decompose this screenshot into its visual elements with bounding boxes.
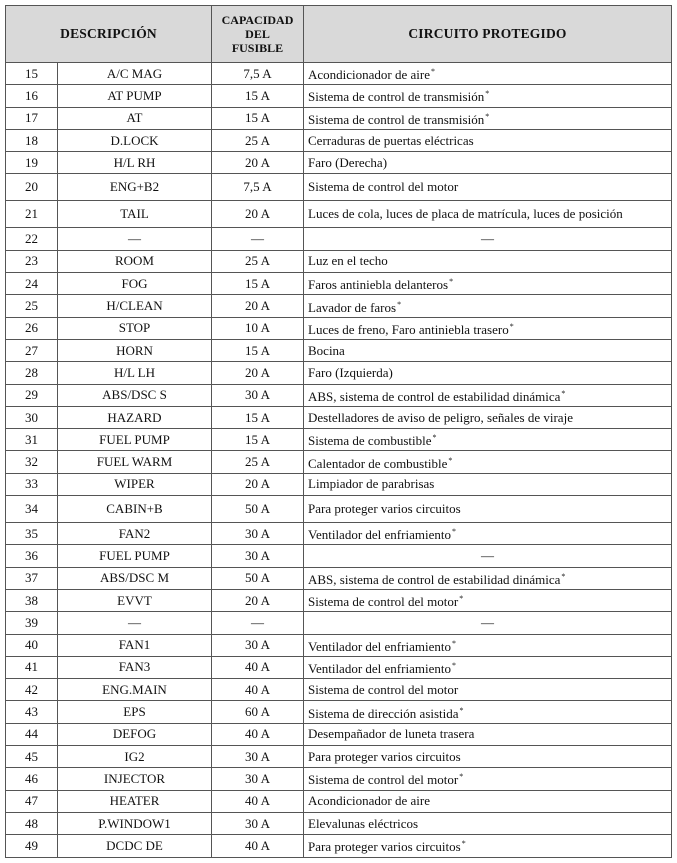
fuse-name: — <box>58 612 212 634</box>
table-row <box>6 701 672 723</box>
protected-circuit-text: Para proteger varios circuitos <box>308 748 461 764</box>
table-row <box>6 174 672 201</box>
protected-circuit-text: Calentador de combustible <box>308 455 448 471</box>
footnote-asterisk: * <box>561 571 566 581</box>
protected-circuit-text: Limpiador de parabrisas <box>308 476 435 492</box>
fuse-capacity: — <box>212 612 304 634</box>
table-row <box>6 429 672 451</box>
footnote-asterisk: * <box>451 638 456 648</box>
header-descripcion: DESCRIPCIÓN <box>6 6 212 63</box>
fuse-capacity: 30 A <box>212 384 304 406</box>
fuse-capacity: 15 A <box>212 85 304 107</box>
protected-circuit <box>304 451 672 473</box>
fuse-name: FAN1 <box>58 634 212 656</box>
table-row <box>6 473 672 495</box>
fuse-name: AT <box>58 107 212 129</box>
fuse-capacity: 15 A <box>212 273 304 295</box>
fuse-number: 46 <box>6 768 58 790</box>
protected-circuit <box>304 107 672 129</box>
protected-circuit <box>304 701 672 723</box>
header-capacidad-line3: FUSIBLE <box>231 41 284 55</box>
fuse-name: P.WINDOW1 <box>58 812 212 834</box>
fuse-capacity: 30 A <box>212 812 304 834</box>
table-row <box>6 129 672 151</box>
fuse-capacity: 40 A <box>212 790 304 812</box>
protected-circuit-text: Luces de cola, luces de placa de matrícula, luces de posición <box>308 206 623 222</box>
protected-circuit-text: Sistema de control del motor <box>308 179 459 195</box>
protected-circuit <box>304 496 672 523</box>
fuse-name: FOG <box>58 273 212 295</box>
table-row <box>6 790 672 812</box>
fuse-number: 22 <box>6 228 58 250</box>
protected-circuit <box>304 746 672 768</box>
table-row <box>6 85 672 107</box>
protected-circuit <box>304 589 672 611</box>
fuse-name: WIPER <box>58 473 212 495</box>
fuse-capacity: 7,5 A <box>212 174 304 201</box>
table-row <box>6 250 672 272</box>
protected-circuit <box>304 790 672 812</box>
footnote-asterisk: * <box>448 455 453 465</box>
fuse-name: H/L LH <box>58 362 212 384</box>
table-row <box>6 612 672 634</box>
table-row <box>6 201 672 228</box>
fuse-name: STOP <box>58 317 212 339</box>
protected-circuit <box>304 656 672 678</box>
protected-circuit-text: Ventilador del enfriamiento <box>308 638 451 654</box>
protected-circuit-text: ABS, sistema de control de estabilidad dinámica <box>308 571 561 587</box>
fuse-name: FUEL PUMP <box>58 429 212 451</box>
protected-circuit-text: Luces de freno, Faro antiniebla trasero <box>308 321 509 337</box>
fuse-capacity: 15 A <box>212 339 304 361</box>
footnote-asterisk: * <box>451 660 456 670</box>
table-row <box>6 295 672 317</box>
fuse-number: 20 <box>6 174 58 201</box>
protected-circuit-text: Elevalunas eléctricos <box>308 815 419 831</box>
fuse-name: ENG+B2 <box>58 174 212 201</box>
fuse-name: A/C MAG <box>58 63 212 85</box>
fuse-number: 23 <box>6 250 58 272</box>
fuse-name: H/CLEAN <box>58 295 212 317</box>
fuse-name: DEFOG <box>58 723 212 745</box>
table-row <box>6 496 672 523</box>
table-row <box>6 317 672 339</box>
protected-circuit-text: — <box>481 547 494 563</box>
fuse-number: 43 <box>6 701 58 723</box>
protected-circuit <box>304 473 672 495</box>
header-capacidad <box>212 6 304 63</box>
fuse-number: 36 <box>6 545 58 567</box>
fuse-capacity: 20 A <box>212 473 304 495</box>
fuse-capacity: 40 A <box>212 835 304 857</box>
table-row <box>6 339 672 361</box>
fuse-number: 42 <box>6 679 58 701</box>
fuse-capacity: 7,5 A <box>212 63 304 85</box>
fuse-capacity: 30 A <box>212 545 304 567</box>
fuse-capacity: 10 A <box>212 317 304 339</box>
protected-circuit-text: Lavador de faros <box>308 299 397 315</box>
fuse-number: 28 <box>6 362 58 384</box>
fuse-capacity: 25 A <box>212 451 304 473</box>
footnote-asterisk: * <box>461 839 466 849</box>
header-capacidad-line1: CAPACIDAD <box>221 13 294 27</box>
protected-circuit-text: Sistema de control del motor <box>308 681 459 697</box>
protected-circuit <box>304 362 672 384</box>
fuse-name: DCDC DE <box>58 835 212 857</box>
protected-circuit <box>304 295 672 317</box>
fuse-capacity: 20 A <box>212 152 304 174</box>
fuse-name: — <box>58 228 212 250</box>
fuse-capacity: 15 A <box>212 406 304 428</box>
fuse-name: FUEL WARM <box>58 451 212 473</box>
fuse-name: IG2 <box>58 746 212 768</box>
fuse-capacity: 50 A <box>212 567 304 589</box>
fuse-number: 44 <box>6 723 58 745</box>
fuse-number: 15 <box>6 63 58 85</box>
protected-circuit <box>304 129 672 151</box>
footnote-asterisk: * <box>449 277 454 287</box>
fuse-capacity: 30 A <box>212 746 304 768</box>
fuse-number: 49 <box>6 835 58 857</box>
protected-circuit <box>304 228 672 250</box>
fuse-name: FAN2 <box>58 523 212 545</box>
protected-circuit-text: Sistema de dirección asistida <box>308 705 459 721</box>
fuse-capacity: 20 A <box>212 589 304 611</box>
fuse-name: ABS/DSC S <box>58 384 212 406</box>
protected-circuit-text: Para proteger varios circuitos <box>308 839 461 855</box>
protected-circuit-text: — <box>481 614 494 630</box>
protected-circuit <box>304 63 672 85</box>
fuse-name: CABIN+B <box>58 496 212 523</box>
protected-circuit-text: ABS, sistema de control de estabilidad dinámica <box>308 388 561 404</box>
fuse-number: 17 <box>6 107 58 129</box>
fuse-number: 19 <box>6 152 58 174</box>
table-body <box>6 63 672 858</box>
fuse-capacity: 15 A <box>212 429 304 451</box>
table-row <box>6 589 672 611</box>
table-row <box>6 723 672 745</box>
fuse-number: 33 <box>6 473 58 495</box>
fuse-number: 18 <box>6 129 58 151</box>
fuse-number: 29 <box>6 384 58 406</box>
footnote-asterisk: * <box>431 67 436 77</box>
protected-circuit-text: Faros antiniebla delanteros <box>308 277 449 293</box>
fuse-capacity: 20 A <box>212 295 304 317</box>
fuse-capacity: 25 A <box>212 250 304 272</box>
fuse-name: AT PUMP <box>58 85 212 107</box>
fuse-number: 47 <box>6 790 58 812</box>
footnote-asterisk: * <box>509 321 514 331</box>
protected-circuit-text: Acondicionador de aire <box>308 793 431 809</box>
fuse-number: 30 <box>6 406 58 428</box>
fuse-name: INJECTOR <box>58 768 212 790</box>
fuse-number: 34 <box>6 496 58 523</box>
fuse-name: HEATER <box>58 790 212 812</box>
fuse-name: FAN3 <box>58 656 212 678</box>
fuse-capacity: 30 A <box>212 523 304 545</box>
protected-circuit-text: Luz en el techo <box>308 253 388 269</box>
fuse-name: TAIL <box>58 201 212 228</box>
fuse-capacity: 50 A <box>212 496 304 523</box>
fuse-number: 25 <box>6 295 58 317</box>
fuse-capacity: — <box>212 228 304 250</box>
fuse-number: 37 <box>6 567 58 589</box>
protected-circuit-text: Bocina <box>308 342 345 358</box>
fuse-number: 45 <box>6 746 58 768</box>
table-row <box>6 228 672 250</box>
table-row <box>6 567 672 589</box>
protected-circuit <box>304 679 672 701</box>
table-row <box>6 656 672 678</box>
fuse-capacity: 40 A <box>212 679 304 701</box>
fuse-name: D.LOCK <box>58 129 212 151</box>
protected-circuit <box>304 85 672 107</box>
table-row <box>6 273 672 295</box>
footnote-asterisk: * <box>459 705 464 715</box>
fuse-capacity: 25 A <box>212 129 304 151</box>
table-row <box>6 545 672 567</box>
footnote-asterisk: * <box>451 527 456 537</box>
footnote-asterisk: * <box>485 89 490 99</box>
protected-circuit <box>304 812 672 834</box>
protected-circuit-text: Desempañador de luneta trasera <box>308 726 475 742</box>
footnote-asterisk: * <box>432 433 437 443</box>
table-row <box>6 362 672 384</box>
header-circuito: CIRCUITO PROTEGIDO <box>304 6 672 63</box>
fuse-number: 21 <box>6 201 58 228</box>
fuse-name: EPS <box>58 701 212 723</box>
fuse-number: 24 <box>6 273 58 295</box>
footnote-asterisk: * <box>459 772 464 782</box>
protected-circuit <box>304 429 672 451</box>
fuse-capacity: 30 A <box>212 768 304 790</box>
table-row <box>6 451 672 473</box>
protected-circuit <box>304 152 672 174</box>
table-row <box>6 768 672 790</box>
fuse-number: 35 <box>6 523 58 545</box>
fuse-name: H/L RH <box>58 152 212 174</box>
fuse-capacity: 20 A <box>212 201 304 228</box>
fuse-number: 41 <box>6 656 58 678</box>
fuse-capacity: 60 A <box>212 701 304 723</box>
protected-circuit <box>304 523 672 545</box>
protected-circuit <box>304 174 672 201</box>
protected-circuit <box>304 835 672 857</box>
fuse-capacity: 40 A <box>212 723 304 745</box>
table-row <box>6 63 672 85</box>
protected-circuit-text: Sistema de control del motor <box>308 594 459 610</box>
protected-circuit-text: Sistema de control de transmisión <box>308 89 485 105</box>
fuse-capacity: 30 A <box>212 634 304 656</box>
protected-circuit <box>304 406 672 428</box>
protected-circuit <box>304 273 672 295</box>
protected-circuit <box>304 201 672 228</box>
table-header-row <box>6 6 672 63</box>
protected-circuit-text: Ventilador del enfriamiento <box>308 660 451 676</box>
fuse-number: 31 <box>6 429 58 451</box>
table-row <box>6 679 672 701</box>
protected-circuit-text: Para proteger varios circuitos <box>308 501 461 517</box>
footnote-asterisk: * <box>459 594 464 604</box>
protected-circuit <box>304 250 672 272</box>
protected-circuit <box>304 723 672 745</box>
fuse-number: 27 <box>6 339 58 361</box>
table-row <box>6 384 672 406</box>
fuse-capacity: 40 A <box>212 656 304 678</box>
footnote-asterisk: * <box>485 111 490 121</box>
table-row <box>6 406 672 428</box>
header-capacidad-line2: DEL <box>245 27 270 41</box>
protected-circuit <box>304 545 672 567</box>
fuse-name: ROOM <box>58 250 212 272</box>
fuse-number: 39 <box>6 612 58 634</box>
fuse-name: HAZARD <box>58 406 212 428</box>
table-row <box>6 523 672 545</box>
protected-circuit-text: — <box>481 231 494 247</box>
fuse-name: ENG.MAIN <box>58 679 212 701</box>
protected-circuit-text: Destelladores de aviso de peligro, señales de viraje <box>308 409 573 425</box>
fuse-name: HORN <box>58 339 212 361</box>
protected-circuit <box>304 634 672 656</box>
protected-circuit-text: Sistema de control de transmisión <box>308 111 485 127</box>
protected-circuit <box>304 317 672 339</box>
protected-circuit <box>304 768 672 790</box>
fuse-table <box>5 5 672 858</box>
table-row <box>6 634 672 656</box>
table-row <box>6 107 672 129</box>
footnote-asterisk: * <box>561 388 566 398</box>
table-row <box>6 746 672 768</box>
table-row <box>6 835 672 857</box>
footnote-asterisk: * <box>397 299 402 309</box>
protected-circuit-text: Faro (Derecha) <box>308 154 388 170</box>
fuse-number: 38 <box>6 589 58 611</box>
fuse-name: FUEL PUMP <box>58 545 212 567</box>
fuse-number: 16 <box>6 85 58 107</box>
table-row <box>6 152 672 174</box>
protected-circuit-text: Acondicionador de aire <box>308 67 431 83</box>
protected-circuit-text: Sistema de control del motor <box>308 772 459 788</box>
fuse-capacity: 20 A <box>212 362 304 384</box>
fuse-capacity: 15 A <box>212 107 304 129</box>
protected-circuit <box>304 612 672 634</box>
fuse-number: 40 <box>6 634 58 656</box>
protected-circuit <box>304 384 672 406</box>
table-row <box>6 812 672 834</box>
fuse-number: 32 <box>6 451 58 473</box>
protected-circuit <box>304 339 672 361</box>
protected-circuit-text: Cerraduras de puertas eléctricas <box>308 132 474 148</box>
fuse-name: ABS/DSC M <box>58 567 212 589</box>
protected-circuit-text: Ventilador del enfriamiento <box>308 527 451 543</box>
fuse-number: 48 <box>6 812 58 834</box>
fuse-number: 26 <box>6 317 58 339</box>
protected-circuit-text: Sistema de combustible <box>308 433 432 449</box>
protected-circuit-text: Faro (Izquierda) <box>308 364 393 380</box>
protected-circuit <box>304 567 672 589</box>
fuse-name: EVVT <box>58 589 212 611</box>
